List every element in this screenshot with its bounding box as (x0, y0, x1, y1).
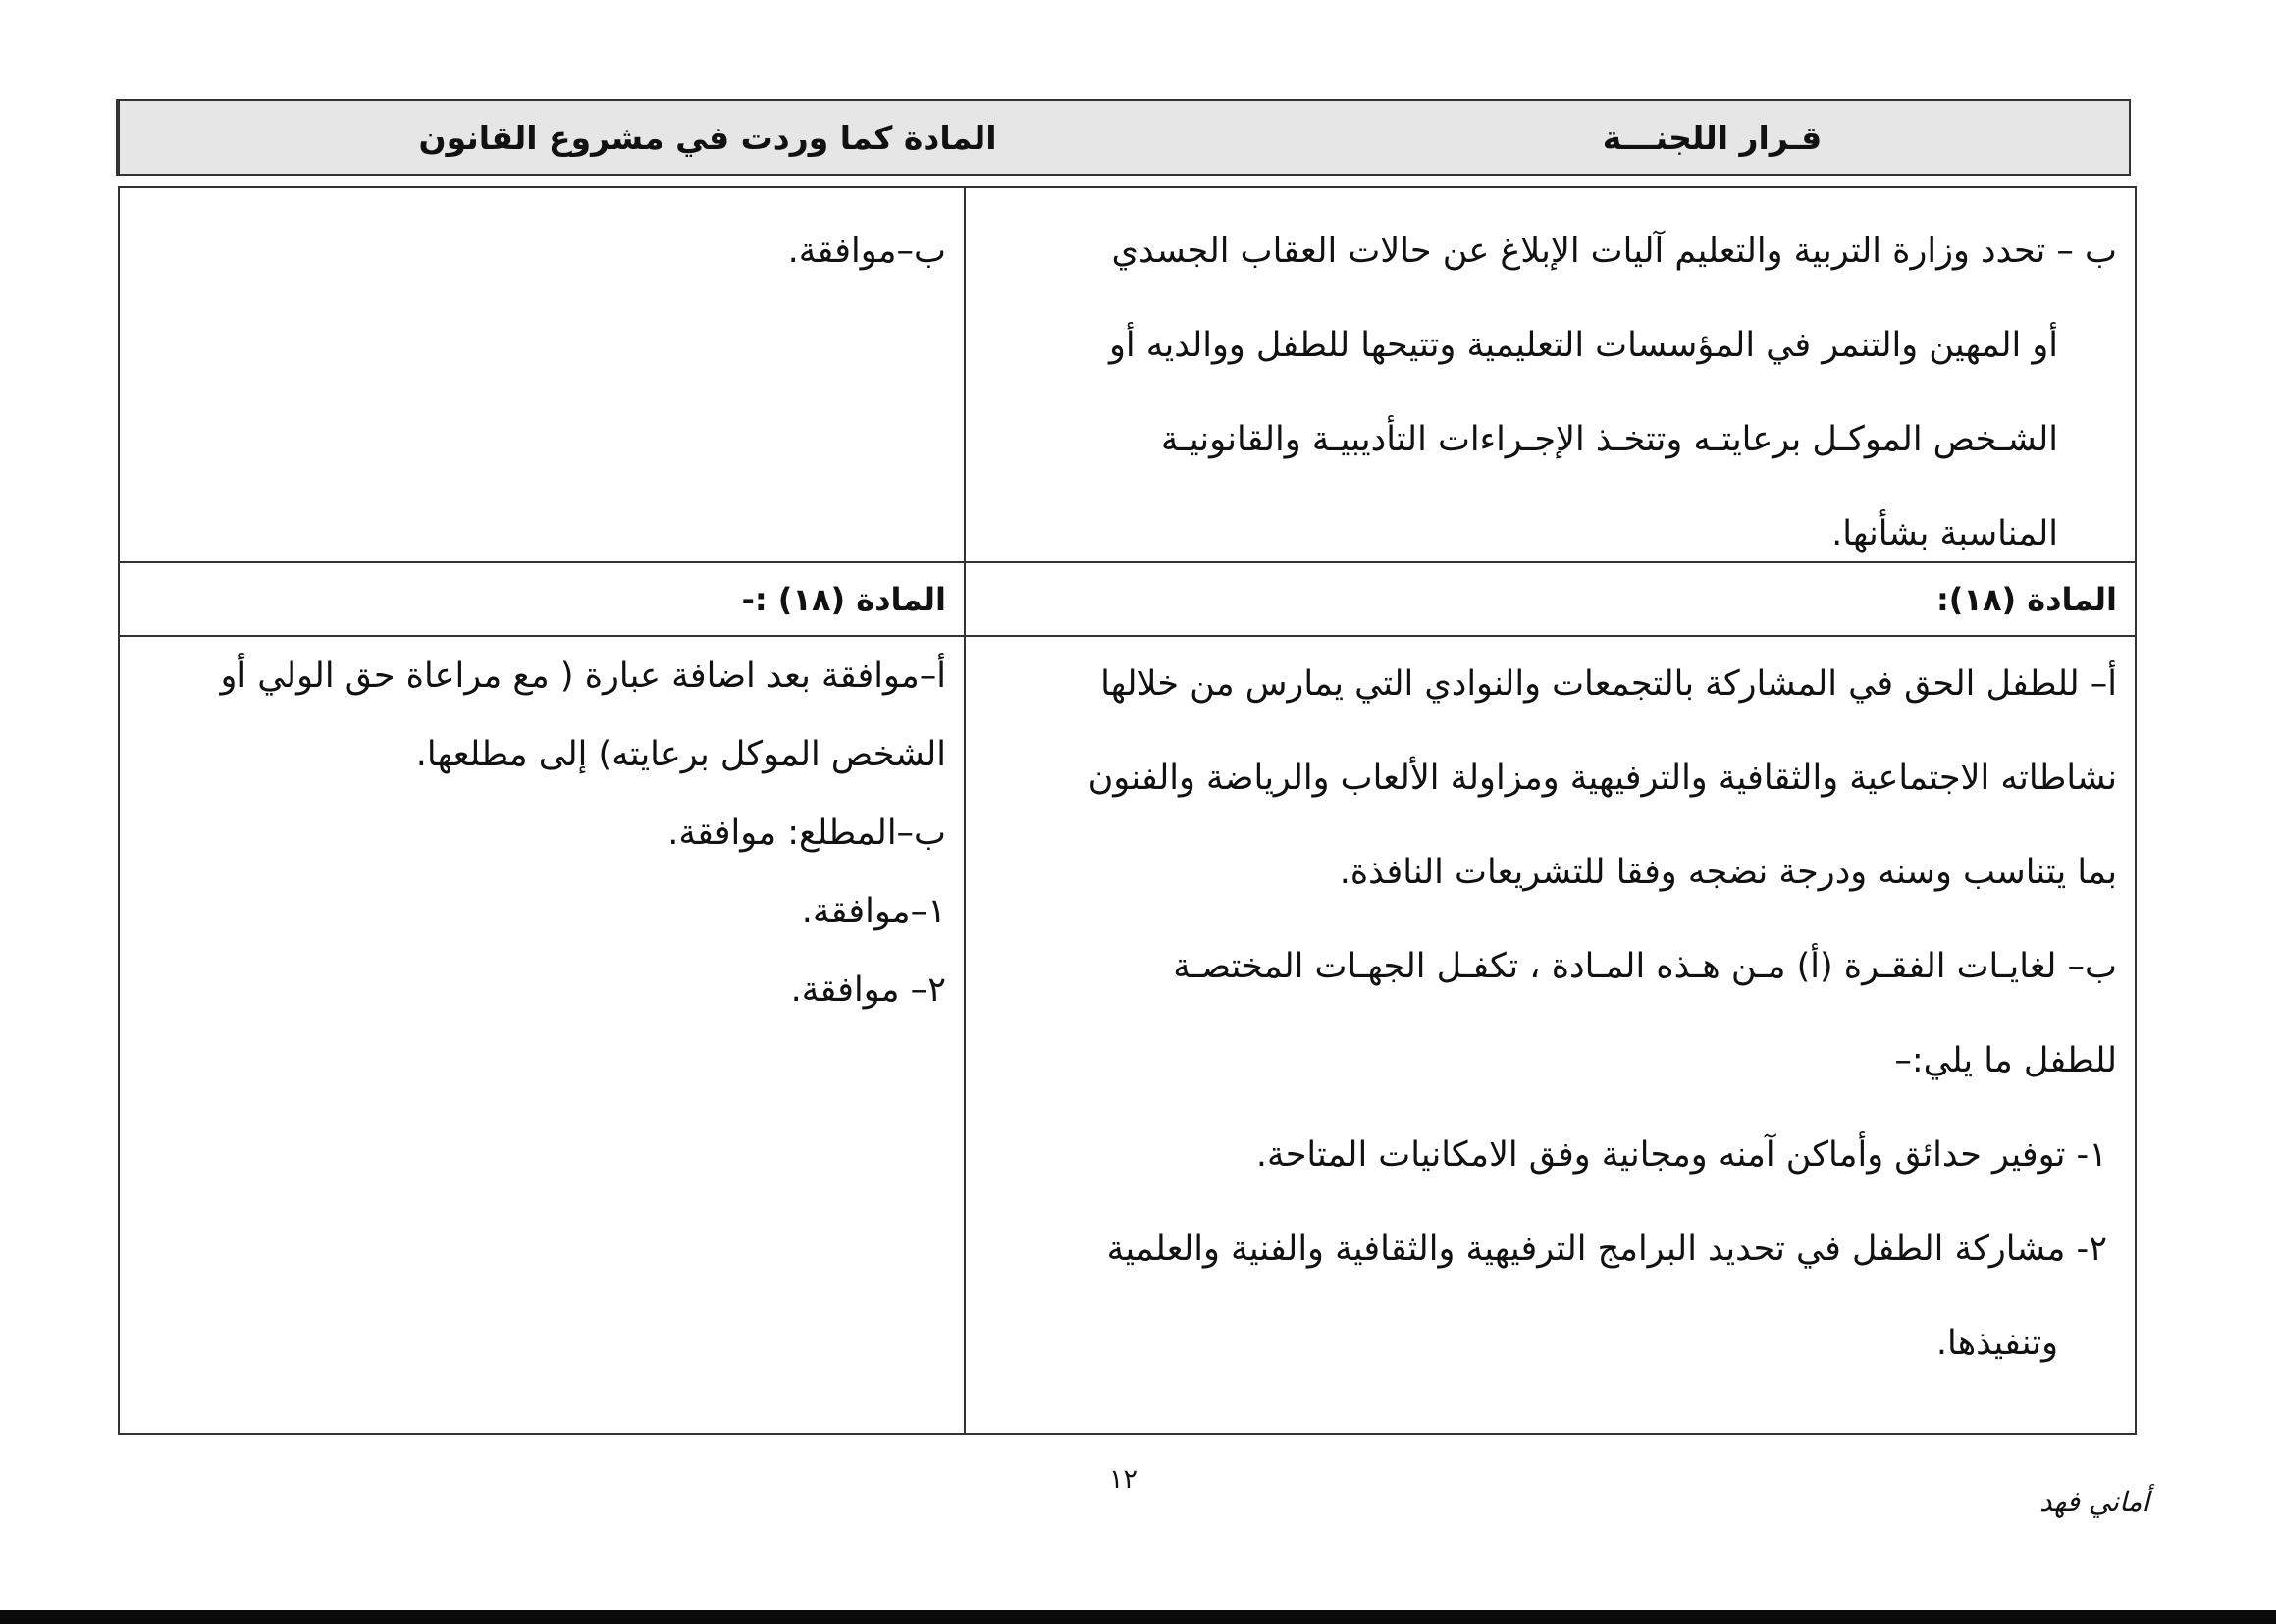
decision-column-header: قـرار اللجنـــة (1602, 118, 1823, 157)
law-text-cell (966, 188, 2135, 561)
law-text-cell (966, 563, 2135, 635)
law-line: ٢- مشاركة الطفل في تحديد البرامج الترفيهية والثقافية والفنية والعلمية (1106, 1230, 2107, 1269)
decision-line: الشخص الموكل برعايته) إلى مطلعها. (415, 735, 946, 774)
decision-line: ب–المطلع: موافقة. (667, 813, 946, 853)
law-line: للطفل ما يلي:– (1894, 1041, 2117, 1080)
decision-cell (120, 188, 964, 561)
law-text-cell (966, 637, 2135, 1433)
law-line: ب – تحدد وزارة التربية والتعليم آليات الإبلاغ عن حالات العقاب الجسدي (1111, 232, 2117, 271)
page-number: ١٢ (1109, 1464, 1138, 1494)
table-row (120, 188, 2135, 563)
article-heading: المادة (١٨) :- (741, 581, 946, 618)
law-line: ب– لغايـات الفقـرة (أ) مـن هـذه المـادة ، تكفـل الجهـات المختصـة (1173, 947, 2117, 986)
law-line: ١- توفير حدائق وأماكن آمنه ومجانية وفق الامكانيات المتاحة. (1255, 1135, 2107, 1175)
comparison-table (118, 186, 2137, 1435)
decision-cell (120, 637, 964, 1433)
law-line: وتنفيذها. (1935, 1324, 2058, 1363)
scan-edge (0, 1610, 2276, 1624)
signature: أماني فهد (2039, 1486, 2150, 1518)
decision-cell (120, 563, 964, 635)
article-heading: المادة (١٨): (1935, 581, 2117, 618)
law-line: المناسبة بشأنها. (1831, 514, 2058, 553)
table-header (116, 99, 2131, 176)
table-row (120, 563, 2135, 637)
law-line: بما يتناسب وسنه ودرجة نضجه وفقا للتشريعات النافذة. (1339, 853, 2117, 892)
law-line: نشاطاته الاجتماعية والثقافية والترفيهية ومزاولة الألعاب والرياضة والفنون (1087, 759, 2117, 798)
law-line: أ– للطفل الحق في المشاركة بالتجمعات والنوادي التي يمارس من خلالها (1100, 664, 2117, 704)
law-column-header: المادة كما وردت في مشروع القانون (118, 101, 1296, 174)
decision-line: ب–موافقة. (787, 232, 946, 271)
decision-line: أ–موافقة بعد اضافة عبارة ( مع مراعاة حق الولي أو (220, 656, 946, 696)
decision-line: ١–موافقة. (801, 892, 946, 931)
law-line: الشـخص الموكـل برعايتـه وتتخـذ الإجـراءات التأديبيـة والقانونيـة (1160, 420, 2058, 459)
table-row (120, 637, 2135, 1433)
decision-line: ٢– موافقة. (790, 970, 946, 1010)
law-line: أو المهين والتنمر في المؤسسات التعليمية وتتيحها للطفل ووالديه أو (1108, 326, 2058, 365)
